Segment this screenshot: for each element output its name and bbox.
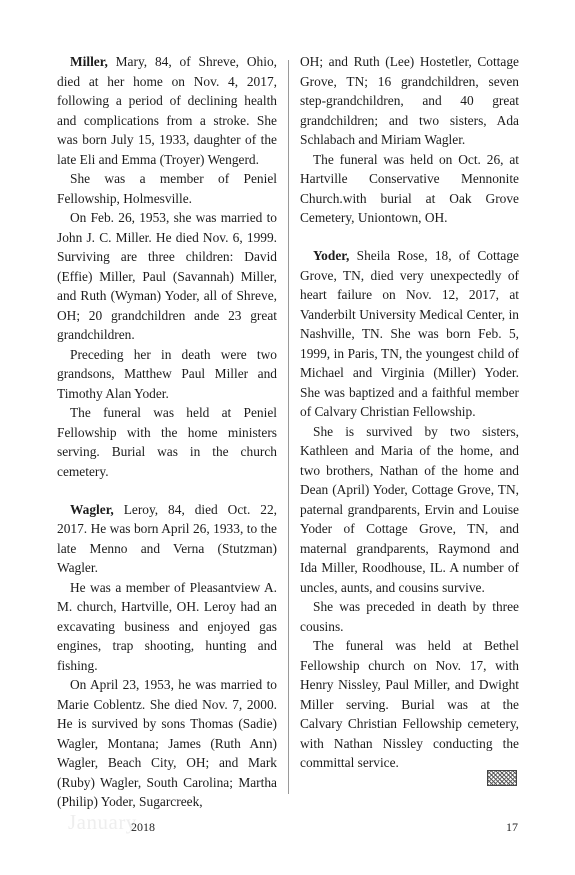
obituary-paragraph: The funeral was held on Oct. 26, at Hartville Conservative Mennonite Church.with burial at Oak Grove Cemetery, Uniontown, OH. — [300, 151, 519, 225]
end-of-article-icon — [487, 770, 517, 786]
column-divider — [288, 60, 289, 794]
obituary-paragraph-continued: OH; and Ruth (Lee) Hostetler, Cottage Grove, TN; 16 grandchildren, seven step-grandchildren, and 40 great grandchildren; and two sisters, Ada Schlabach and Miriam Wagler. — [300, 54, 519, 147]
obituary-yoder-intro: Yoder, Sheila Rose, 18, of Cottage Grove, TN, died very unexpectedly of heart failure on Nov. 12, 2017, at Vanderbilt University Medical Center, in Nashville, TN. She was born Feb. 5, 1999, in Paris, TN, the youngest child of Michael and Virginia (Miller) Yoder. She was baptized and a faithful member of Calvary Christian Fellowship. — [300, 248, 519, 419]
obituary-paragraph: On Feb. 26, 1953, she was married to John J. C. Miller. He died Nov. 6, 1999. Surviving are three children: David (Effie) Miller, Paul (Savannah) Miller, and Ruth (Wyman) Yoder, all of Shreve, OH; 20 grandchildren ande 23 great grandchildren. — [57, 210, 277, 342]
left-column — [57, 52, 277, 812]
footer-month: January — [68, 810, 137, 834]
obituary-paragraph: The funeral was held at Peniel Fellowship with the home ministers serving. Burial was in the church cemetery. — [57, 405, 277, 479]
obituary-paragraph: He was a member of Pleasantview A. M. church, Hartville, OH. Leroy had an excavating business and enjoyed gas engines, trap shooting, hunting and fishing. — [57, 579, 277, 673]
section-spacer — [300, 228, 519, 247]
obituary-paragraph: She is survived by two sisters, Kathleen and Maria of the home, and two brothers, Nathan of the home and Dean (April) Yoder, Cottage Grove, TN, paternal grandparents, Ervin and Louise Yoder of Cottage Grove, TN, and maternal grandparents, Raymond and Ida Miller, Roodhouse, IL. A number of uncles, aunts, and cousins survive. — [300, 423, 519, 595]
obituary-paragraph: The funeral was held at Bethel Fellowship church on Nov. 17, with Henry Nissley, Paul Miller, and Dwight Miller serving. Burial was at the Calvary Christian Fellowship cemetery, with Nathan Nissley conducting the committal service. — [300, 638, 519, 770]
obituary-name: Wagler, — [70, 501, 114, 517]
obituary-miller-intro: Miller, Mary, 84, of Shreve, Ohio, died at her home on Nov. 4, 2017, following a period of declining health and complications from a stroke. She was born July 15, 1933, daughter of the late Eli and Emma (Troyer) Wengerd. — [57, 54, 277, 167]
obituary-wagler-intro: Wagler, Leroy, 84, died Oct. 22, 2017. He was born April 26, 1933, to the late Menno and Verna (Stutzman) Wagler. — [57, 501, 277, 575]
obituary-paragraph: She was preceded in death by three cousins. — [300, 599, 519, 634]
obituary-name: Yoder, — [313, 248, 350, 263]
page-number: 17 — [506, 820, 518, 834]
obituary-paragraph: She was a member of Peniel Fellowship, Holmesville. — [57, 171, 277, 206]
obituary-paragraph: On April 23, 1953, he was married to Marie Coblentz. She died Nov. 7, 2000. He is survived by sons Thomas (Sadie) Wagler, Montana; James (Ruth Ann) Wagler, Beach City, OH; and Mark (Ruby) Wagler, South Carolina; Martha (Philip) Yoder, Sugarcreek, — [57, 677, 277, 809]
obituary-name: Miller, — [70, 54, 108, 69]
footer-year: 2018 — [131, 820, 155, 834]
obituary-paragraph: Preceding her in death were two grandsons, Matthew Paul Miller and Timothy Alan Yoder. — [57, 346, 277, 401]
right-column — [300, 52, 519, 773]
section-spacer — [57, 481, 277, 500]
